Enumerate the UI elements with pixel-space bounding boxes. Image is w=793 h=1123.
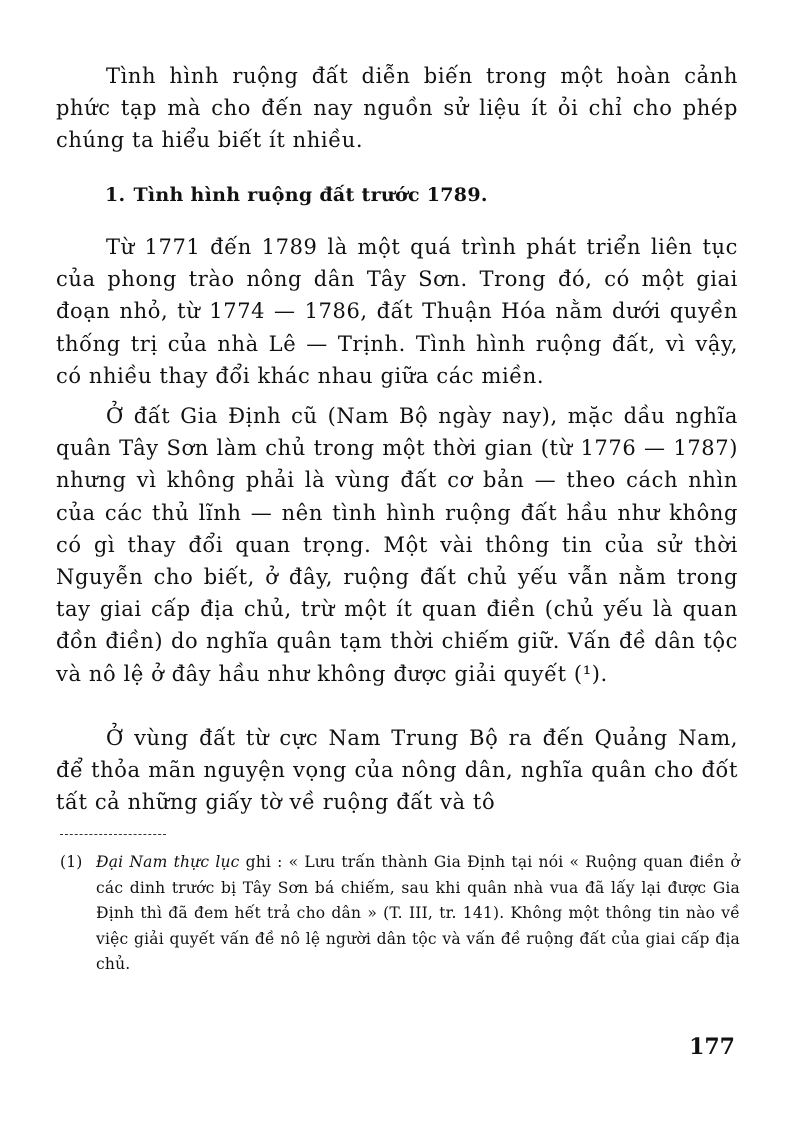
section-number: 1. [105, 184, 126, 206]
footnote-text [96, 850, 740, 978]
footnote-marker: (1) [60, 853, 83, 871]
footnote [60, 850, 740, 978]
intro-paragraph: Tình hình ruộng đất diễn biến trong một hoàn cảnh phức tạp mà cho đến nay nguồn sử liệu ít ỏi chỉ cho phép chúng ta hiểu biết ít nhiều. [56, 64, 738, 153]
footnote-source-title: Đại Nam thực lục [96, 853, 240, 871]
body-paragraph-period: Từ 1771 đến 1789 là một quá trình phát triển liên tục của phong trào nông dân Tây Sơn. Trong đó, có một giai đoạn nhỏ, từ 1774 — 1786, đất Thuận Hóa nằm dưới quyền thống trị của nhà Lê — Trịnh. Tình hình ruộng đất, vì vậy, có nhiều thay đổi khác nhau giữa các miền. [56, 235, 738, 388]
page-number: 177 [689, 1034, 735, 1060]
footnote-body: ghi : « Lưu trấn thành Gia Định tại nói « Ruộng quan điền ở các dinh trước bị Tây Sơn bá chiếm, sau khi quân nhà vua đã lấy lại được Gia Định thì đã đem hết trả cho dân » (T. III, tr. 141). Không một thông tin nào về việc giải quyết vấn đề nô lệ người dân tộc và vấn đề ruộng đất của giai cấp địa chủ. [96, 853, 741, 974]
body-paragraph-quang-nam: Ở vùng đất từ cực Nam Trung Bộ ra đến Quảng Nam, để thỏa mãn nguyện vọng của nông dân, nghĩa quân cho đốt tất cả những giấy tờ về ruộng đất và tô [56, 726, 738, 815]
body-paragraph-gia-dinh: Ở đất Gia Định cũ (Nam Bộ ngày nay), mặc dầu nghĩa quân Tây Sơn làm chủ trong một thời gian (từ 1776 — 1787) nhưng vì không phải là vùng đất cơ bản — theo cách nhìn của các thủ lĩnh — nên tình hình ruộng đất hầu như không có gì thay đổi quan trọng. Một vài thông tin của sử thời Nguyễn cho biết, ở đây, ruộng đất chủ yếu vẫn nằm trong tay giai cấp địa chủ, trừ một ít quan điền (chủ yếu là quan đồn điền) do nghĩa quân tạm thời chiếm giữ. Vấn đề dân tộc và nô lệ ở đây hầu như không được giải quyết (¹). [56, 404, 738, 686]
section-title: Tình hình ruộng đất trước 1789. [133, 184, 488, 206]
section-heading [105, 184, 488, 206]
footnote-separator [60, 834, 166, 835]
